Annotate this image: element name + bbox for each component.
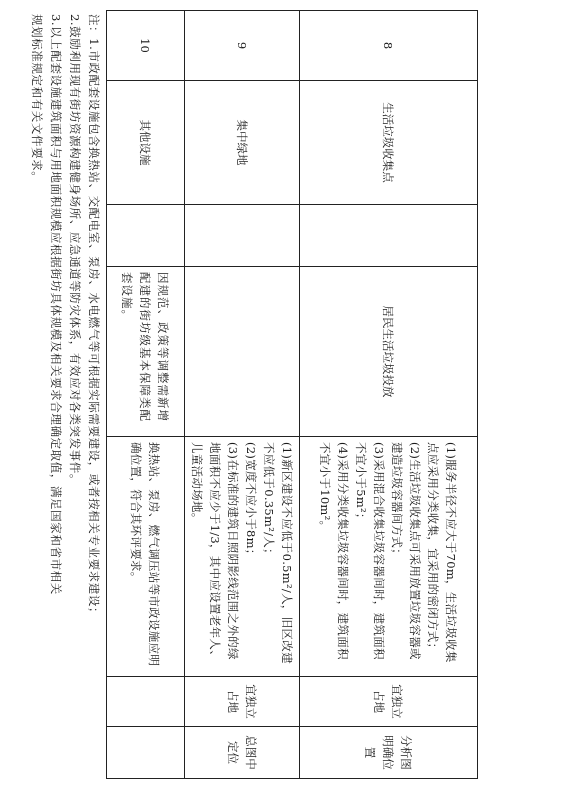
expression-method: 总图中定位 bbox=[185, 727, 300, 779]
requirement-item: (2)生活垃圾收集点可采用放置垃圾容器或建造垃圾容器间方式； bbox=[390, 442, 423, 660]
requirement-item: (1)新区建设不应低于0.5m²/人，旧区改建不应低于0.35m²/人； bbox=[262, 442, 294, 664]
requirement-item: (4)采用分类收集垃圾容器间时，建筑面积不宜小于10m²。 bbox=[318, 442, 351, 660]
table-notes bbox=[27, 14, 103, 774]
table-row bbox=[185, 11, 300, 779]
land-use-tag: 宜独立占地 bbox=[185, 677, 300, 727]
facility-name: 生活垃圾收集点 bbox=[300, 81, 478, 205]
note-line: 3.以上配套设施建筑面积与用地面积规模应根据街坊具体规模及相关要求合理确定取值，满足国家和省市相关 bbox=[49, 14, 63, 595]
row-number: 9 bbox=[185, 11, 300, 81]
requirements-cell bbox=[185, 437, 300, 677]
note-line: 2.鼓励利用现有街坊资源构建健身场所、应急通道等防灾体系，有效应对各类突发事件。 bbox=[68, 14, 82, 486]
empty-cell bbox=[300, 205, 478, 267]
expression-method bbox=[107, 727, 185, 779]
empty-cell bbox=[185, 205, 300, 267]
requirements-cell bbox=[300, 437, 478, 677]
requirement-item: (2)宽度不应小于8m； bbox=[244, 442, 258, 561]
table-row bbox=[107, 11, 185, 779]
requirement-item: (1)服务半径不应大于70m，生活垃圾收集点应采用分类收集，宜采用的密闭方式； bbox=[426, 442, 459, 663]
requirement-item: (3)采用混合收集垃圾容器间时，建筑面积不宜小于5m²； bbox=[354, 442, 387, 660]
requirement-item: 换热站、泵房、燃气调压站等市政设施应明确位置，符合其环评要求。 bbox=[129, 442, 162, 667]
land-use-tag bbox=[107, 677, 185, 727]
facility-table bbox=[106, 10, 478, 779]
note-line: 规划标准规定和有关文件要求。 bbox=[30, 14, 44, 184]
facility-name: 其他设施 bbox=[107, 81, 185, 205]
construction-mode bbox=[185, 267, 300, 437]
expression-method: 分析图明确位置 bbox=[300, 727, 478, 779]
note-line: 注：1.市政配套设施包含换热站、交配电室、泵房、水电燃气等可根据实际需要建设，或者按相关专业要求建设； bbox=[87, 14, 101, 620]
row-number: 10 bbox=[107, 11, 185, 81]
requirement-item: (3)在标准的建筑日照阴影线范围之外的绿地面积不应少于1/3，其中应设置老年人、儿童活动场地。 bbox=[190, 442, 240, 663]
requirements-cell bbox=[107, 437, 185, 677]
table-row bbox=[300, 11, 478, 779]
construction-mode: 居民生活垃圾投放 bbox=[300, 267, 478, 437]
row-number: 8 bbox=[300, 11, 478, 81]
construction-mode: 因规范、政策等调整需新增配建的街坊级基本保障类配套设施。 bbox=[107, 267, 185, 437]
facility-name: 集中绿地 bbox=[185, 81, 300, 205]
land-use-tag: 宜独立占地 bbox=[300, 677, 478, 727]
empty-cell bbox=[107, 205, 185, 267]
